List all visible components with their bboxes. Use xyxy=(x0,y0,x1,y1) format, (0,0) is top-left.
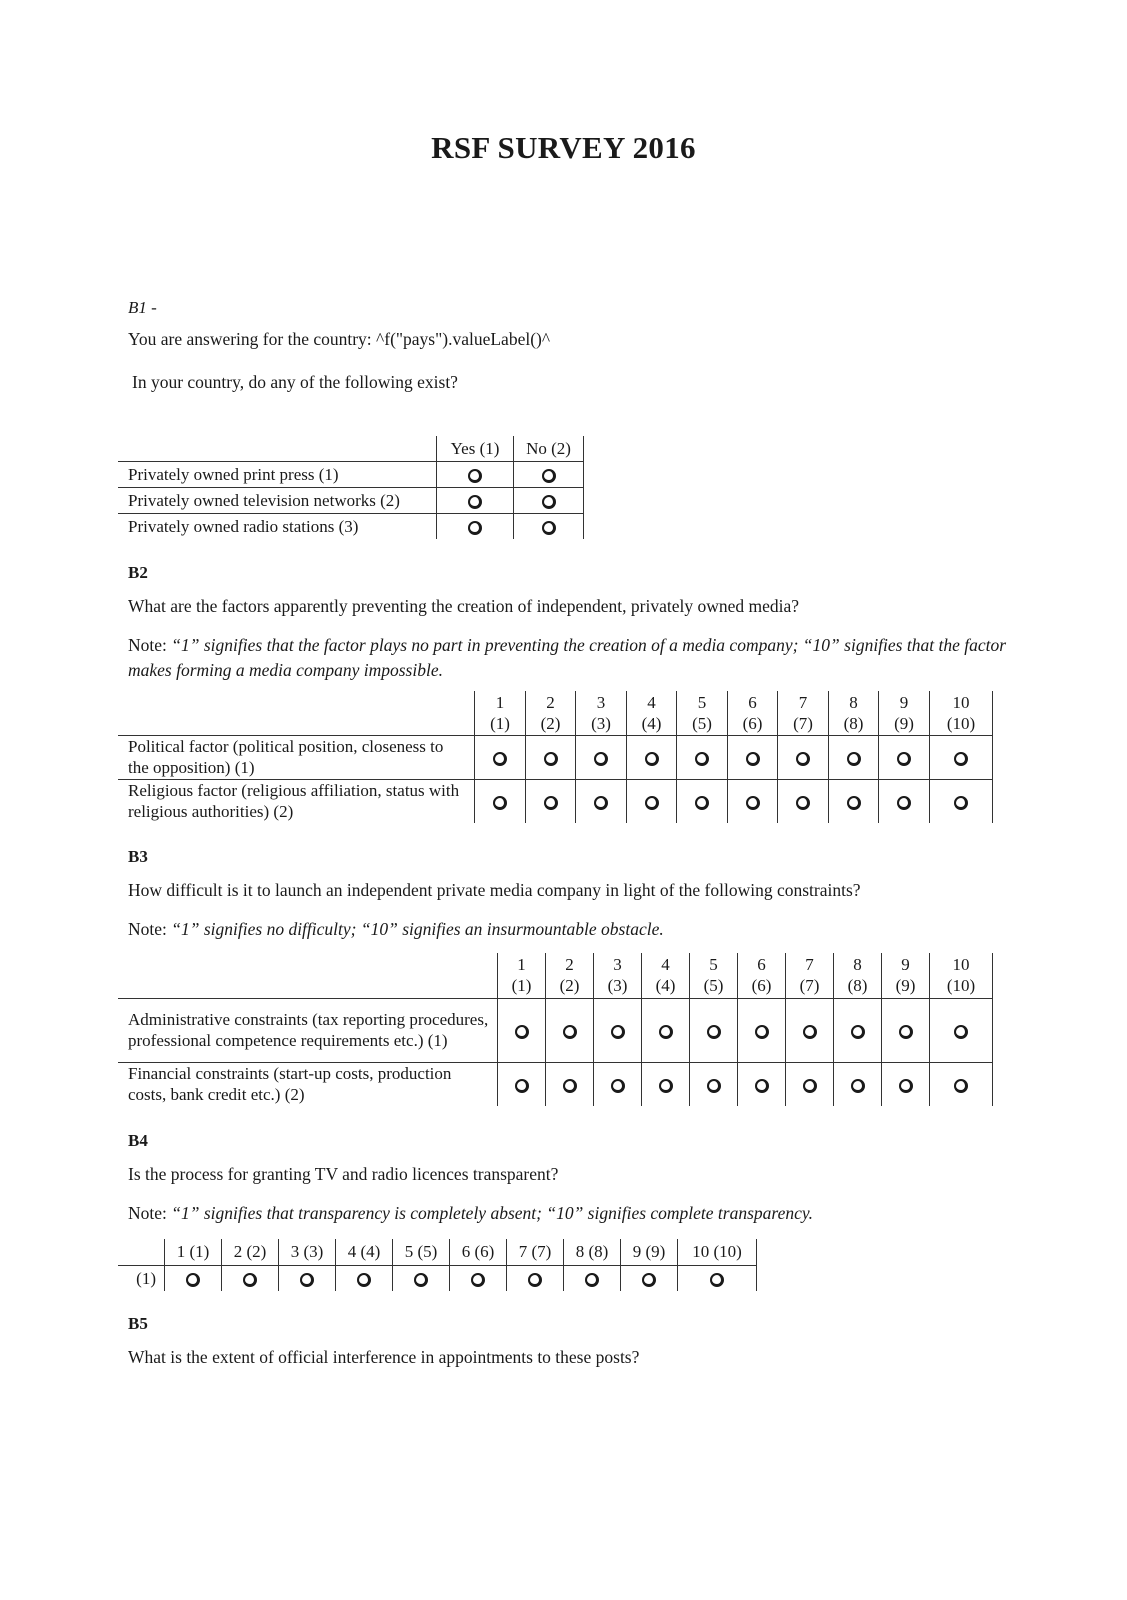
row-label: Privately owned television networks (2) xyxy=(118,487,437,513)
row-label: Political factor (political position, closeness to the opposition) (1) xyxy=(118,735,475,779)
table-row xyxy=(118,779,993,823)
radio-button[interactable] xyxy=(300,1273,314,1287)
column-header: 3 (3) xyxy=(279,1239,336,1265)
scale-cell xyxy=(930,779,993,823)
radio-button[interactable] xyxy=(585,1273,599,1287)
column-header: 4 (4) xyxy=(336,1239,393,1265)
scale-cell xyxy=(642,1062,690,1106)
radio-button[interactable] xyxy=(493,752,507,766)
radio-button[interactable] xyxy=(659,1079,673,1093)
scale-cell xyxy=(165,1265,222,1291)
column-header-number: 3 xyxy=(596,692,606,712)
scale-cell xyxy=(882,998,930,1062)
b2-question: What are the factors apparently preventing the creation of independent, privately owned media? xyxy=(128,596,800,616)
country-line: You are answering for the country: ^f("pays").valueLabel()^ xyxy=(128,329,551,349)
scale-cell xyxy=(829,735,879,779)
radio-button[interactable] xyxy=(803,1025,817,1039)
radio-button[interactable] xyxy=(645,796,659,810)
column-header-number: 2 xyxy=(546,692,555,712)
column-header-code: (6) xyxy=(742,713,763,733)
scale-cell xyxy=(834,998,882,1062)
column-header: 2 (2) xyxy=(222,1239,279,1265)
table-row xyxy=(118,513,584,539)
radio-button[interactable] xyxy=(695,752,709,766)
b5-question: What is the extent of official interference in appointments to these posts? xyxy=(128,1347,640,1367)
radio-button[interactable] xyxy=(851,1079,865,1093)
column-header xyxy=(786,953,834,998)
scale-cell xyxy=(930,735,993,779)
scale-cell xyxy=(594,998,642,1062)
scale-cell xyxy=(279,1265,336,1291)
scale-cell xyxy=(576,779,627,823)
column-header-number: 5 xyxy=(709,955,718,975)
column-header xyxy=(576,691,627,735)
radio-button[interactable] xyxy=(897,752,911,766)
scale-cell xyxy=(546,998,594,1062)
radio-button[interactable] xyxy=(954,796,968,810)
column-header: 9 (9) xyxy=(621,1239,678,1265)
column-header xyxy=(498,953,546,998)
scale-cell xyxy=(930,1062,993,1106)
table-row xyxy=(118,461,584,487)
column-header-number: 9 xyxy=(901,955,910,975)
column-header xyxy=(627,691,677,735)
column-header xyxy=(930,953,993,998)
scale-cell xyxy=(728,779,778,823)
radio-button[interactable] xyxy=(755,1079,769,1093)
scale-cell xyxy=(738,998,786,1062)
column-header-number: 5 xyxy=(697,692,707,712)
table-row xyxy=(118,487,584,513)
row-label: Administrative constraints (tax reporting procedures, professional competence requirements etc.) (1) xyxy=(118,998,498,1062)
scale-cell xyxy=(642,998,690,1062)
radio-button[interactable] xyxy=(468,495,482,509)
scale-cell xyxy=(690,998,738,1062)
column-header xyxy=(879,691,930,735)
scale-cell xyxy=(507,1265,564,1291)
scale-cell xyxy=(738,1062,786,1106)
radio-button[interactable] xyxy=(659,1025,673,1039)
scale-cell xyxy=(627,779,677,823)
column-header xyxy=(526,691,576,735)
column-header: 5 (5) xyxy=(393,1239,450,1265)
column-header-code: (5) xyxy=(692,713,712,733)
scale-cell xyxy=(678,1265,757,1291)
radio-button[interactable] xyxy=(471,1273,485,1287)
column-header xyxy=(778,691,829,735)
scale-cell xyxy=(222,1265,279,1291)
radio-button[interactable] xyxy=(493,796,507,810)
radio-button[interactable] xyxy=(594,752,608,766)
column-header-number: 1 xyxy=(495,692,505,712)
column-header: 7 (7) xyxy=(507,1239,564,1265)
column-header-code: (7) xyxy=(799,976,820,996)
scale-cell xyxy=(498,998,546,1062)
radio-button[interactable] xyxy=(544,752,558,766)
radio-button[interactable] xyxy=(528,1273,542,1287)
column-header-number: 9 xyxy=(899,692,909,712)
radio-button[interactable] xyxy=(851,1025,865,1039)
column-header-code: (3) xyxy=(607,976,628,996)
radio-button[interactable] xyxy=(243,1273,257,1287)
scale-cell xyxy=(546,1062,594,1106)
column-header xyxy=(829,691,879,735)
scale-cell xyxy=(393,1265,450,1291)
b3-question: How difficult is it to launch an independent private media company in light of the following constraints? xyxy=(128,880,861,900)
scale-cell xyxy=(564,1265,621,1291)
question-id-b1: B1 - xyxy=(128,298,157,317)
column-header-code: (8) xyxy=(847,976,868,996)
column-header-number: 6 xyxy=(748,692,757,712)
column-header: 1 (1) xyxy=(165,1239,222,1265)
radio-button[interactable] xyxy=(594,796,608,810)
radio-button[interactable] xyxy=(611,1025,625,1039)
column-header-code: (2) xyxy=(540,713,561,733)
radio-button[interactable] xyxy=(707,1025,721,1039)
scale-cell xyxy=(690,1062,738,1106)
radio-button[interactable] xyxy=(899,1025,913,1039)
scale-cell xyxy=(475,735,526,779)
column-header-code: (10) xyxy=(946,713,976,733)
radio-button[interactable] xyxy=(695,796,709,810)
column-header-number: 1 xyxy=(517,955,526,975)
column-header-number: 6 xyxy=(757,955,766,975)
column-header xyxy=(642,953,690,998)
scale-cell xyxy=(882,1062,930,1106)
row-label: Privately owned radio stations (3) xyxy=(128,516,359,536)
table-row xyxy=(118,998,993,1062)
column-header-code: (6) xyxy=(751,976,772,996)
scale-cell xyxy=(336,1265,393,1291)
scale-cell xyxy=(879,779,930,823)
column-header-code: (3) xyxy=(591,713,611,733)
scale-cell xyxy=(879,735,930,779)
b2-matrix xyxy=(118,691,993,823)
column-header-number: 10 xyxy=(952,955,970,975)
radio-button[interactable] xyxy=(954,752,968,766)
column-header-code: (4) xyxy=(655,976,676,996)
radio-button[interactable] xyxy=(847,796,861,810)
scale-cell xyxy=(594,1062,642,1106)
column-header-number: 10 xyxy=(952,692,970,712)
scale-cell xyxy=(576,735,627,779)
radio-button[interactable] xyxy=(746,796,760,810)
scale-cell xyxy=(786,998,834,1062)
b1-matrix xyxy=(118,436,584,539)
radio-button[interactable] xyxy=(710,1273,724,1287)
radio-button[interactable] xyxy=(642,1273,656,1287)
radio-button[interactable] xyxy=(954,1079,968,1093)
radio-button[interactable] xyxy=(468,469,482,483)
column-header-number: 2 xyxy=(565,955,574,975)
radio-button[interactable] xyxy=(542,521,556,535)
scale-cell xyxy=(627,735,677,779)
column-header: Yes (1) xyxy=(437,436,514,461)
column-header: No (2) xyxy=(514,436,584,461)
radio-button[interactable] xyxy=(468,521,482,535)
scale-cell xyxy=(621,1265,678,1291)
radio-button[interactable] xyxy=(897,796,911,810)
question-id-b5: B5 xyxy=(128,1314,148,1333)
column-header xyxy=(834,953,882,998)
radio-button[interactable] xyxy=(746,752,760,766)
column-header xyxy=(546,953,594,998)
column-header-code: (1) xyxy=(490,713,510,733)
b4-note: Note: “1” signifies that transparency is completely absent; “10” signifies complete transparency. xyxy=(128,1203,814,1223)
row-label: Financial constraints (start-up costs, production costs, bank credit etc.) (2) xyxy=(128,1064,452,1105)
b1-question: In your country, do any of the following exist? xyxy=(132,372,458,392)
radio-button[interactable] xyxy=(796,796,810,810)
question-id-b4: B4 xyxy=(128,1131,148,1150)
column-header-code: (8) xyxy=(843,713,864,733)
page-title: RSF SURVEY 2016 xyxy=(431,130,696,165)
row-label: Privately owned print press (1) xyxy=(118,461,437,487)
column-header-code: (5) xyxy=(703,976,724,996)
column-header-number: 8 xyxy=(849,692,858,712)
radio-button[interactable] xyxy=(954,1025,968,1039)
column-header-code: (1) xyxy=(511,976,532,996)
column-header-code: (7) xyxy=(793,713,813,733)
column-header xyxy=(930,691,993,735)
column-header: 6 (6) xyxy=(450,1239,507,1265)
column-header-number: 7 xyxy=(805,955,814,975)
radio-button[interactable] xyxy=(542,469,556,483)
scale-cell xyxy=(526,779,576,823)
column-header-number: 4 xyxy=(661,955,670,975)
scale-cell xyxy=(677,779,728,823)
scale-cell xyxy=(677,735,728,779)
column-header-code: (2) xyxy=(559,976,580,996)
column-header: 10 (10) xyxy=(678,1239,757,1265)
radio-button[interactable] xyxy=(563,1025,577,1039)
radio-button[interactable] xyxy=(515,1079,529,1093)
b3-note: Note: “1” signifies no difficulty; “10” signifies an insurmountable obstacle. xyxy=(128,919,664,939)
column-header-number: 4 xyxy=(647,692,656,712)
column-header xyxy=(738,953,786,998)
scale-cell xyxy=(498,1062,546,1106)
scale-cell xyxy=(834,1062,882,1106)
column-header-number: 7 xyxy=(798,692,808,712)
radio-button[interactable] xyxy=(847,752,861,766)
row-label: Religious factor (religious affiliation, status with religious authorities) (2) xyxy=(128,781,460,822)
table-row xyxy=(118,1062,993,1106)
radio-button[interactable] xyxy=(755,1025,769,1039)
scale-cell xyxy=(450,1265,507,1291)
column-header xyxy=(882,953,930,998)
radio-button[interactable] xyxy=(611,1079,625,1093)
scale-cell xyxy=(786,1062,834,1106)
b4-question: Is the process for granting TV and radio licences transparent? xyxy=(128,1164,559,1184)
column-header-code: (4) xyxy=(641,713,662,733)
column-header xyxy=(475,691,526,735)
scale-cell xyxy=(829,779,879,823)
scale-cell xyxy=(778,735,829,779)
column-header-code: (9) xyxy=(894,713,914,733)
radio-button[interactable] xyxy=(707,1079,721,1093)
b3-matrix xyxy=(118,953,993,1106)
column-header: 8 (8) xyxy=(564,1239,621,1265)
column-header-code: (9) xyxy=(895,976,916,996)
radio-button[interactable] xyxy=(414,1273,428,1287)
scale-cell xyxy=(526,735,576,779)
column-header xyxy=(677,691,728,735)
scale-cell xyxy=(475,779,526,823)
column-header xyxy=(728,691,778,735)
radio-button[interactable] xyxy=(186,1273,200,1287)
column-header-code: (10) xyxy=(946,976,976,996)
radio-button[interactable] xyxy=(563,1079,577,1093)
radio-button[interactable] xyxy=(515,1025,529,1039)
question-id-b2: B2 xyxy=(128,563,148,582)
column-header xyxy=(690,953,738,998)
radio-button[interactable] xyxy=(803,1079,817,1093)
column-header-number: 8 xyxy=(853,955,862,975)
b2-note: Note: “1” signifies that the factor plays no part in preventing the creation of a media company; “10” signifies that the factor makes forming a media company impossible. xyxy=(128,635,1007,680)
column-header-number: 3 xyxy=(613,955,622,975)
radio-button[interactable] xyxy=(645,752,659,766)
radio-button[interactable] xyxy=(544,796,558,810)
table-row xyxy=(118,735,993,779)
radio-button[interactable] xyxy=(796,752,810,766)
row-label: (1) xyxy=(136,1268,156,1288)
question-id-b3: B3 xyxy=(128,847,148,866)
scale-cell xyxy=(778,779,829,823)
radio-button[interactable] xyxy=(542,495,556,509)
radio-button[interactable] xyxy=(899,1079,913,1093)
scale-cell xyxy=(930,998,993,1062)
scale-cell xyxy=(728,735,778,779)
radio-button[interactable] xyxy=(357,1273,371,1287)
b4-matrix xyxy=(118,1239,757,1291)
column-header xyxy=(594,953,642,998)
table-row xyxy=(118,1265,757,1291)
